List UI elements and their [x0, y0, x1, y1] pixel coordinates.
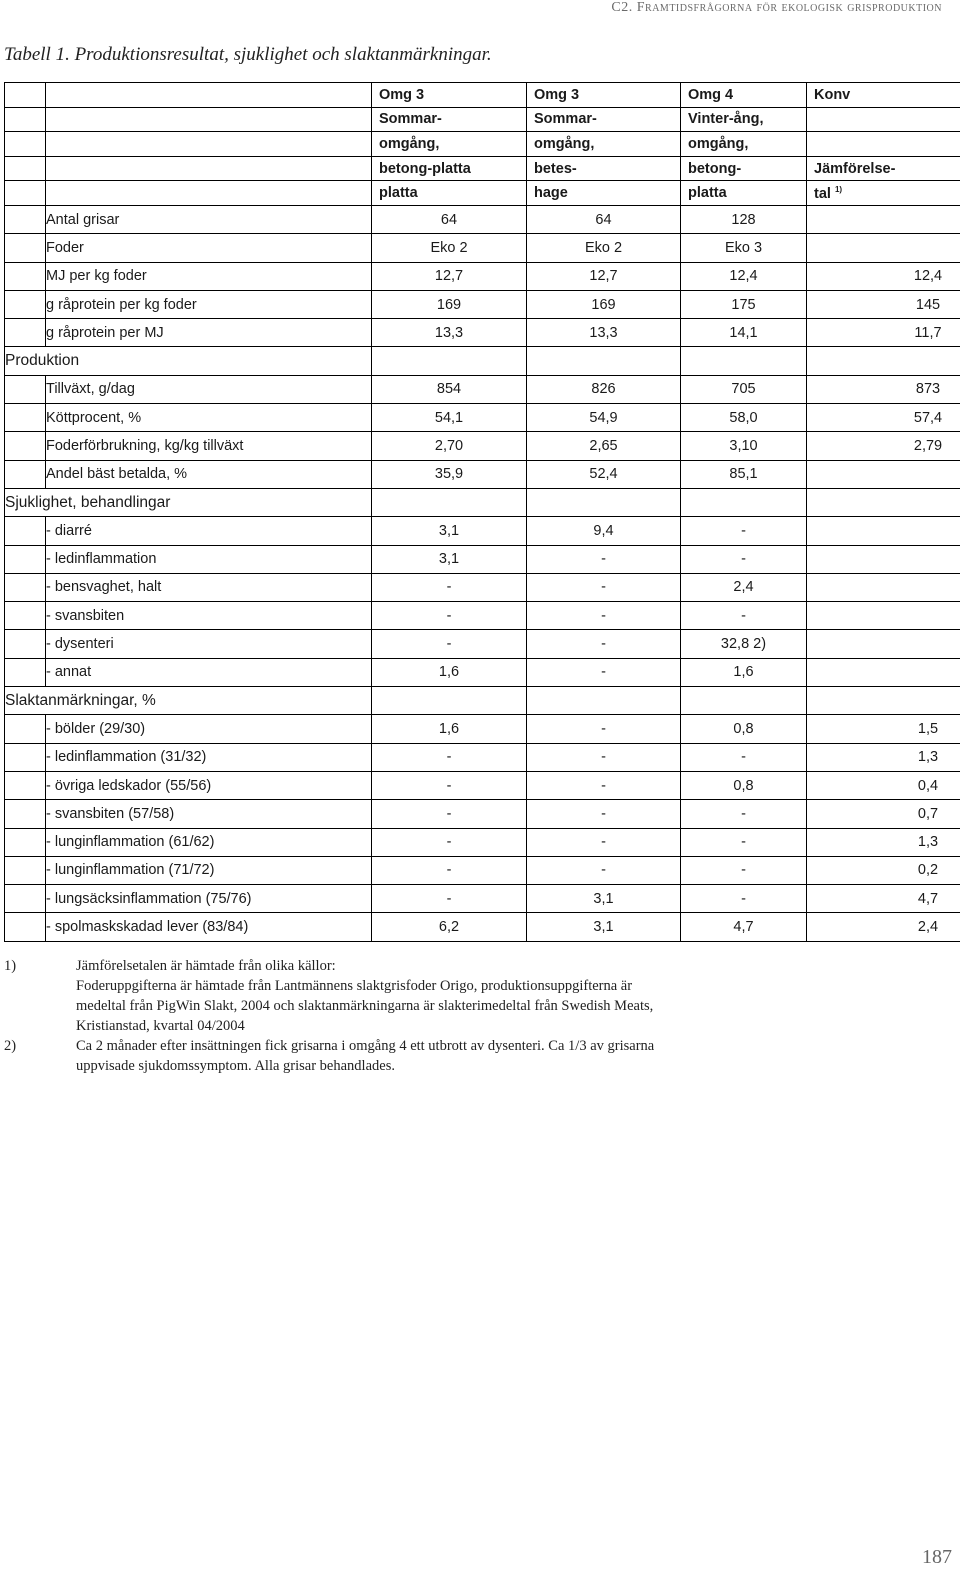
row-label: g råprotein per MJ	[46, 319, 372, 347]
value-cell: 1,6	[372, 658, 527, 686]
value-cell: -	[372, 630, 527, 658]
value-cell: 54,9	[527, 404, 681, 432]
table-row	[5, 828, 960, 856]
table-row	[5, 262, 960, 290]
value-cell: -	[681, 856, 807, 884]
row-label: - övriga ledskador (55/56)	[46, 771, 372, 799]
value-cell: -	[372, 828, 527, 856]
value-cell: -	[681, 517, 807, 545]
table-row	[5, 319, 960, 347]
value-cell: 2,70	[372, 432, 527, 460]
value-cell: 12,4	[681, 262, 807, 290]
footnote-number: 1)	[4, 958, 17, 974]
section-label: Sjuklighet, behandlingar	[5, 488, 372, 516]
value-cell: 3,10	[681, 432, 807, 460]
table-row	[5, 432, 960, 460]
results-table	[4, 82, 960, 942]
value-cell: 2,65	[527, 432, 681, 460]
value-cell: 1,3	[807, 743, 960, 771]
table-row	[5, 375, 960, 403]
value-cell: 2,79	[807, 432, 960, 460]
header-row	[5, 132, 960, 157]
footnote-line: medeltal från PigWin Slakt, 2004 och slaktanmärkningarna är slakterimedeltal från Swedish Meats,	[76, 998, 654, 1014]
row-label: - dysenteri	[46, 630, 372, 658]
footnote-line: Ca 2 månader efter insättningen fick grisarna i omgång 4 ett utbrott av dysenteri. Ca 1/3 av grisarna	[76, 1038, 655, 1054]
row-label: - bölder (29/30)	[46, 715, 372, 743]
konv-header-cell: Konv	[807, 83, 960, 108]
value-cell: 705	[681, 375, 807, 403]
row-label: Köttprocent, %	[46, 404, 372, 432]
value-cell: 85,1	[681, 460, 807, 488]
group-header-cell: hage	[527, 181, 681, 206]
row-label: - svansbiten	[46, 602, 372, 630]
value-cell: -	[372, 573, 527, 601]
value-cell: -	[681, 602, 807, 630]
value-cell: -	[527, 630, 681, 658]
table-row	[5, 743, 960, 771]
konv-header-cell: tal $^{1)}$	[807, 181, 960, 206]
value-cell	[807, 460, 960, 488]
header-row	[5, 83, 960, 108]
table-row	[5, 602, 960, 630]
value-cell: 54,1	[372, 404, 527, 432]
value-cell: 6,2	[372, 913, 527, 941]
footnote	[4, 956, 804, 1036]
value-cell: 12,7	[527, 262, 681, 290]
value-cell: -	[527, 573, 681, 601]
value-cell: 873	[807, 375, 960, 403]
row-label: - spolmaskskadad lever (83/84)	[46, 913, 372, 941]
header-row	[5, 181, 960, 206]
value-cell: Eko 2	[372, 234, 527, 262]
value-cell: 0,8	[681, 715, 807, 743]
header-row	[5, 107, 960, 132]
value-cell: -	[527, 743, 681, 771]
value-cell: -	[372, 771, 527, 799]
konv-header-cell	[807, 132, 960, 157]
value-cell: 1,3	[807, 828, 960, 856]
value-cell: 3,1	[527, 913, 681, 941]
value-cell: 12,7	[372, 262, 527, 290]
value-cell: 0,2	[807, 856, 960, 884]
group-header-cell: Omg 3	[527, 83, 681, 108]
value-cell: 35,9	[372, 460, 527, 488]
row-label: Antal grisar	[46, 205, 372, 233]
value-cell: -	[527, 800, 681, 828]
value-cell: -	[681, 828, 807, 856]
section-row	[5, 347, 960, 375]
group-header-cell: platta	[372, 181, 527, 206]
value-cell: 0,7	[807, 800, 960, 828]
value-cell: 2,4	[681, 573, 807, 601]
value-cell: 1,6	[372, 715, 527, 743]
value-cell	[807, 658, 960, 686]
row-label: - bensvaghet, halt	[46, 573, 372, 601]
konv-header-cell: Jämförelse-	[807, 156, 960, 181]
value-cell: 145	[807, 290, 960, 318]
value-cell: 3,1	[527, 885, 681, 913]
value-cell: 11,7	[807, 319, 960, 347]
table-row	[5, 205, 960, 233]
table-row	[5, 573, 960, 601]
footnote-line: Jämförelsetalen är hämtade från olika källor:	[76, 958, 336, 974]
section-row	[5, 488, 960, 516]
value-cell: -	[372, 602, 527, 630]
value-cell: -	[681, 885, 807, 913]
row-label: Andel bäst betalda, %	[46, 460, 372, 488]
group-header-cell: Omg 3	[372, 83, 527, 108]
value-cell: -	[372, 856, 527, 884]
table-row	[5, 715, 960, 743]
value-cell: 128	[681, 205, 807, 233]
row-label: - lunginflammation (71/72)	[46, 856, 372, 884]
value-cell: 826	[527, 375, 681, 403]
value-cell: 57,4	[807, 404, 960, 432]
value-cell: -	[527, 545, 681, 573]
table-row	[5, 234, 960, 262]
value-cell: 13,3	[372, 319, 527, 347]
footnotes	[4, 956, 804, 1076]
value-cell: 169	[372, 290, 527, 318]
value-cell: 58,0	[681, 404, 807, 432]
table-row	[5, 630, 960, 658]
group-header-cell: betong-platta	[372, 156, 527, 181]
value-cell: 9,4	[527, 517, 681, 545]
value-cell: -	[372, 800, 527, 828]
value-cell: 32,8 2)	[681, 630, 807, 658]
value-cell: 0,8	[681, 771, 807, 799]
group-header-cell: omgång,	[681, 132, 807, 157]
group-header-cell: Sommar-	[527, 107, 681, 132]
page-number: 187	[922, 1546, 952, 1568]
footnote-line: uppvisade sjukdomssymptom. Alla grisar behandlades.	[76, 1058, 395, 1074]
table-row	[5, 800, 960, 828]
table-row	[5, 771, 960, 799]
value-cell: 175	[681, 290, 807, 318]
table-row	[5, 913, 960, 941]
value-cell: -	[681, 545, 807, 573]
section-label: Produktion	[5, 347, 372, 375]
row-label: Foder	[46, 234, 372, 262]
value-cell: -	[527, 602, 681, 630]
row-label: - ledinflammation (31/32)	[46, 743, 372, 771]
group-header-cell: Sommar-	[372, 107, 527, 132]
value-cell	[807, 517, 960, 545]
table-row	[5, 290, 960, 318]
value-cell	[807, 205, 960, 233]
value-cell: 64	[527, 205, 681, 233]
value-cell: -	[372, 885, 527, 913]
row-label: - annat	[46, 658, 372, 686]
value-cell: -	[527, 658, 681, 686]
value-cell: 0,4	[807, 771, 960, 799]
value-cell: -	[527, 828, 681, 856]
table-row	[5, 517, 960, 545]
row-label: - ledinflammation	[46, 545, 372, 573]
footnote-mark: 1)	[834, 184, 843, 194]
value-cell: 3,1	[372, 517, 527, 545]
group-header-cell: omgång,	[372, 132, 527, 157]
row-label: MJ per kg foder	[46, 262, 372, 290]
value-cell: 3,1	[372, 545, 527, 573]
value-cell: -	[681, 743, 807, 771]
value-cell	[807, 602, 960, 630]
value-cell: 854	[372, 375, 527, 403]
group-header-cell: Vinter-ång,	[681, 107, 807, 132]
value-cell: -	[527, 771, 681, 799]
value-cell	[807, 573, 960, 601]
group-header-cell: omgång,	[527, 132, 681, 157]
footnote	[4, 1036, 804, 1076]
table-row	[5, 460, 960, 488]
value-cell: 64	[372, 205, 527, 233]
value-cell: 13,3	[527, 319, 681, 347]
section-label: Slaktanmärkningar, %	[5, 687, 372, 715]
value-cell: 169	[527, 290, 681, 318]
value-cell: 2,4	[807, 913, 960, 941]
value-cell: Eko 2	[527, 234, 681, 262]
value-cell	[807, 630, 960, 658]
row-label: - diarré	[46, 517, 372, 545]
value-cell: 12,4	[807, 262, 960, 290]
group-header-cell: betes-	[527, 156, 681, 181]
header-row	[5, 156, 960, 181]
group-header-cell: platta	[681, 181, 807, 206]
value-cell	[807, 545, 960, 573]
value-cell: -	[527, 715, 681, 743]
value-cell: 4,7	[807, 885, 960, 913]
value-cell: -	[681, 800, 807, 828]
table-row	[5, 658, 960, 686]
value-cell: 4,7	[681, 913, 807, 941]
footnote-line: Kristianstad, kvartal 04/2004	[76, 1018, 245, 1034]
row-label: - lungsäcksinflammation (75/76)	[46, 885, 372, 913]
running-head: C2. Framtidsfrågorna för ekologisk grisproduktion	[611, 0, 942, 15]
table-row	[5, 404, 960, 432]
row-label: Tillväxt, g/dag	[46, 375, 372, 403]
table-row	[5, 545, 960, 573]
footnote-number: 2)	[4, 1038, 17, 1054]
table-row	[5, 856, 960, 884]
value-cell: 14,1	[681, 319, 807, 347]
row-label: - lunginflammation (61/62)	[46, 828, 372, 856]
table-caption: Tabell 1. Produktionsresultat, sjuklighet och slaktanmärkningar.	[4, 44, 492, 65]
value-cell	[807, 234, 960, 262]
row-label: Foderförbrukning, kg/kg tillväxt	[46, 432, 372, 460]
row-label: - svansbiten (57/58)	[46, 800, 372, 828]
group-header-cell: Omg 4	[681, 83, 807, 108]
konv-header-cell	[807, 107, 960, 132]
row-label: g råprotein per kg foder	[46, 290, 372, 318]
group-header-cell: betong-	[681, 156, 807, 181]
value-cell: 1,5	[807, 715, 960, 743]
section-row	[5, 687, 960, 715]
table-row	[5, 885, 960, 913]
value-cell: 1,6	[681, 658, 807, 686]
value-cell: -	[527, 856, 681, 884]
value-cell: 52,4	[527, 460, 681, 488]
value-cell: Eko 3	[681, 234, 807, 262]
value-cell: -	[372, 743, 527, 771]
footnote-line: Foderuppgifterna är hämtade från Lantmännens slaktgrisfoder Origo, produktionsuppgifterna är	[76, 978, 633, 994]
